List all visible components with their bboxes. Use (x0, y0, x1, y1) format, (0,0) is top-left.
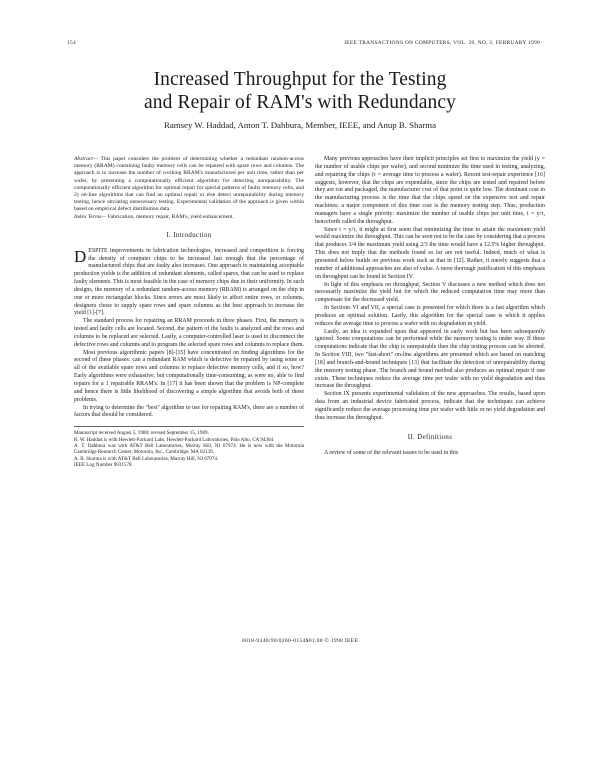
right-paragraph-7: A review of some of the relevant issues to be used in this (324, 449, 459, 456)
right-paragraph-4: In Sections VI and VII, a special case is presented for which there is a fast algorithm which produces an optimal solution. Lastly, this algorithm for the special case is which it applies reduces the average time to process a wafer with no degradation in yield. (315, 305, 545, 327)
authors: Ramsey W. Haddad, Anton T. Dahbura, Member, IEEE, and Anup B. Sharma (164, 120, 436, 130)
index-terms-lead: Index Terms— (74, 213, 107, 220)
copyright-line: 0018-9340/90/0200-0154$01.00 © 1990 IEEE (241, 638, 359, 644)
intro-paragraph-2: The standard process for repairing an RRAM proceeds in three phases. First, the memory is tested and faulty cells are located. Second, the pattern of the faults is analyzed and the rows and columns to be replaced are selected. Lastly, a computer-controlled laser is used to disconnect the defective rows and columns and to program the selected spare rows and columns to replace them. (74, 318, 304, 348)
index-terms (74, 214, 304, 221)
intro-paragraph-3: Most previous algorithmic papers [8]-[15] have concentrated on finding algorithms for the second of these phases: can a redundant RAM which is defective be repaired by using some or all of the available spare rows and columns to replace defective memory cells, and if so, how? Early algorithms were exhaustive, but computationally time-consuming; as were no, able to find repairs for a 1 repairable RRAM's. In [17] it has been shown that the problem is NP-complete and hence there is little likelihood of discovering a simple algorithm that avoids both of these problems. (74, 349, 304, 403)
intro-paragraph-1 (74, 248, 304, 319)
footnotes (74, 426, 304, 468)
right-paragraph-2: Since t = y/τ, it might at first seem that minimizing the time to attain the maximum yield would maximize the throughput. This can be seen not to be the case by considering that a process that produces 3/4 the maximum yield using 2/3 the time would have a 12.5% higher throughput. This does not imply that the methods found so far are not useful. Indeed, much of what is presented below builds on previous work such as that in [12]. Rather, it merely suggests that a number of additional approaches are also of value. A more thorough justification of this emphasis on throughput can be found in Section IV. (315, 226, 545, 280)
abstract-lead: Abstract— (74, 156, 98, 162)
right-column (315, 156, 545, 457)
right-paragraph-3: In light of this emphasis on throughput, Section V discusses a new method which does not necessarily maximize the yield but for which the reduced computation time may more than compensate for the decreased yield. (315, 281, 545, 304)
title-line-2: and Repair of RAM's with Redundancy (144, 92, 456, 113)
abstract-text: This paper considers the problem of determining whether a redundant random-access memory (RRAM) containing faulty memory cells can be repaired with spare rows and columns. The approach is to increase the number of working RRAM's manufactured per unit time, rather than per wafer, by presenting a computationally efficient algorithm for detecting unrepairability. The computationally efficient algorithm for optimal repair for special patterns of faulty memory cells, and 2) on-line algorithms that can find an optimal repair or else detect unrepairability during memory testing, hence obviating unnecessary testing. Experimental validation of the approach is given within based on empirical defect distribution data. (74, 156, 304, 213)
intro-paragraph-4: In trying to determine the "best" algorithm to use for repairing RAM's, there are a number of factors that should be considered. (74, 404, 304, 419)
title-line-1: Increased Throughput for the Testing (153, 69, 447, 90)
abstract (74, 156, 304, 214)
right-paragraph-1: Many previous approaches have their implicit principles set first to maximize the yield (y = the number of usable chips per wafer), and second minimize the time used in testing, analyzing, and repairing the chips (τ = average time to process a wafer). Recent test-repair experience [16] suggests, however, that the chips are expendable, since the chips are tested and repaired before they are cut and packaged, the manufacturer cost of that point is quite low. The dominant cost in the manufacturing process is the time that the chips spend on the expensive test and repair machines; a major component of this time cost is the memory testing step. Thus, production managers have a single priority: maximize the number of usable chips per unit time, t = y/τ, henceforth called the throughput. (315, 156, 545, 225)
footnote: IEEE Log Number 9031578. (74, 462, 133, 469)
page-number: 154 (67, 40, 76, 46)
index-terms-text: Fabrication, memory repair, RAM's, yield enhancement. (107, 213, 234, 220)
drop-cap: D (74, 246, 87, 266)
section-heading-introduction: I. Introduction (166, 231, 212, 239)
right-paragraph-6: Section IX presents experimental validation of the new approaches. The results, based upon data from an industrial device fabricated process, indicate that the techniques can achieve significantly reduce the average processing time per wafer with little or no yield degradation and thus increase the throughput. (315, 391, 545, 421)
footnote: A. B. Sharma is with AT&T Bell Laboratories, Murray Hill, NJ 07974. (74, 455, 219, 462)
running-head (67, 40, 540, 50)
section-heading-definitions: II. Definitions (407, 433, 453, 441)
paper-title (60, 68, 540, 114)
footnote: R. W. Haddad is with Hewlett-Packard Labs, Hewlett-Packard Laboratories, Palo Alto, CA 94304. (74, 436, 275, 443)
left-column (74, 156, 304, 469)
intro-paragraph-1-text: ESPITE improvements in fabrication technologies, increased and competition is forcing the density of computer chips to be increased fast enough that the percentage of manufactured chips that are faulty also increases. One approach to maintaining acceptable production yields is the addition of redundant elements, called spares, that can be used to replace faulty elements. This is most feasible in the case of memory chips due to their uniformity. In such designs, the memory of a redundant random-access memory (RRAM) is arranged on the chip in one or more rectangular blocks. Since errors are most likely to affect entire rows, or columns, designers chose to supply spare rows and spare columns as the best approach to increase the yield [1]-[7]. (74, 247, 305, 317)
journal-header: IEEE TRANSACTIONS ON COMPUTERS, VOL. 39, NO. 2, FEBRUARY 1990 (344, 40, 540, 46)
footnote: Manuscript received August 5, 1988; revised September 15, 1989. (74, 430, 209, 437)
right-paragraph-5: Lastly, an idea is expanded upon that appeared in early work but has been subsequently ignored. Some computations can be performed while the memory testing is under way. If these computations indicate that the chip is unrepairable then the chip testing process can be aborted. In Section VIII, two "fast-abort" on-line algorithms are presented which are based on matching [18] and branch-and-bound techniques [13] that facilitate the detection of unrepairability during the memory testing phase. The branch and bound method also produces an optimal repair if one exists. These techniques reduce the average time per wafer with no yield degradation and thus increase the throughput. (315, 328, 545, 390)
footnote: A. T. Dahbura was with AT&T Bell Laboratories, Murray Hill, NJ 07974. He is now with the Motorola Cambridge Research Center, Motorola, Inc., Cambridge, MA 02139. (74, 443, 304, 456)
